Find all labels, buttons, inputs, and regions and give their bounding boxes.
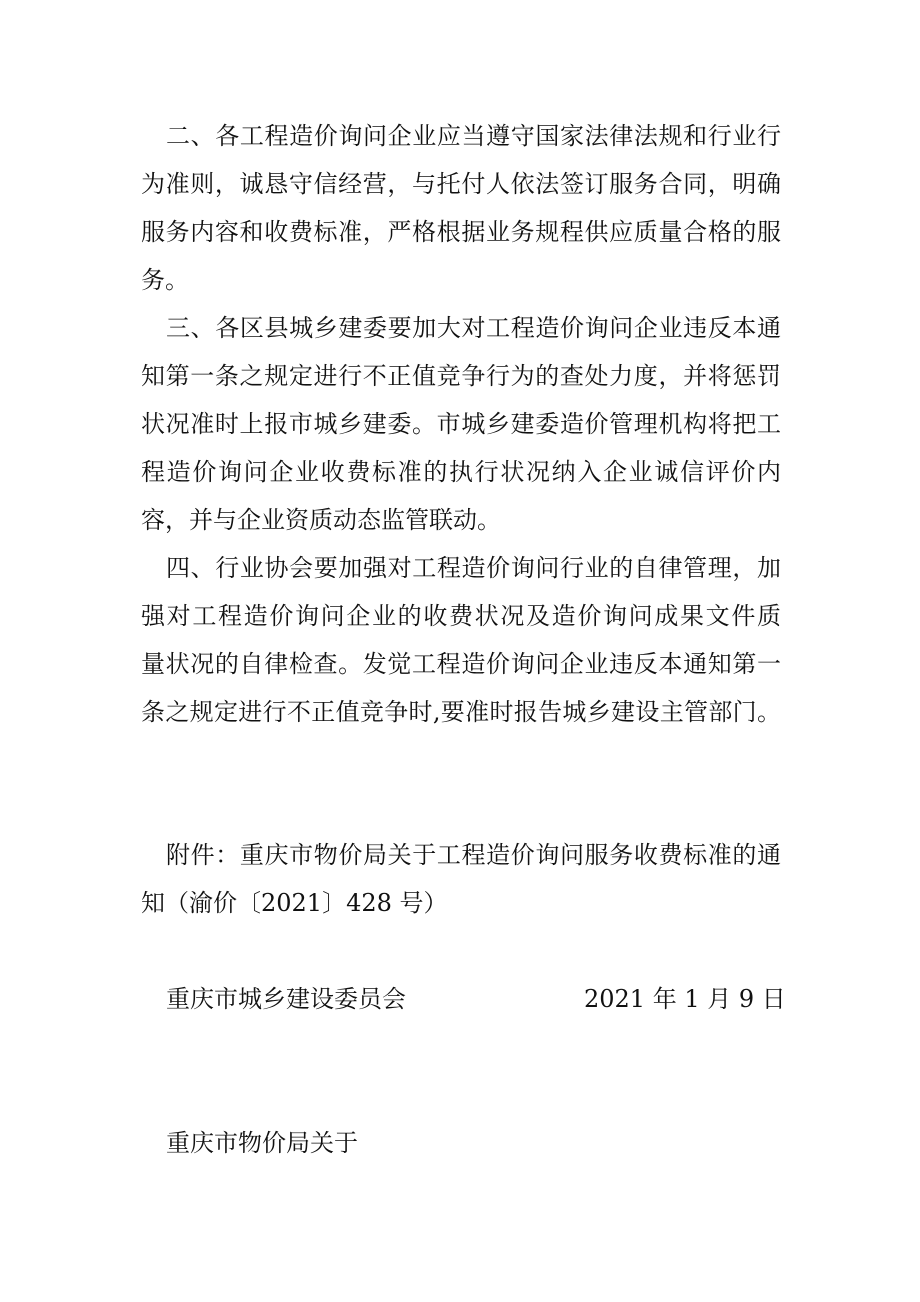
next-document-title: 重庆市物价局关于 <box>166 1129 358 1157</box>
paragraph-3-line-3: 状况准时上报市城乡建委。市城乡建委造价管理机构将把工 <box>141 410 781 438</box>
attachment-line-1: 附件：重庆市物价局关于工程造价询问服务收费标准的通 <box>166 841 781 869</box>
signature-date: 2021 年 1 月 9 日 <box>584 985 786 1013</box>
paragraph-2-line-1: 二、各工程造价询问企业应当遵守国家法律法规和行业行 <box>166 122 781 150</box>
paragraph-4-line-1: 四、行业协会要加强对工程造价询问行业的自律管理，加 <box>166 554 781 582</box>
paragraph-2-line-2: 为准则，诚恳守信经营，与托付人依法签订服务合同，明确 <box>141 170 781 198</box>
paragraph-3-line-4: 程造价询问企业收费标准的执行状况纳入企业诚信评价内 <box>141 458 781 486</box>
paragraph-4-line-4: 条之规定进行不正值竞争时,要准时报告城乡建设主管部门。 <box>141 698 781 726</box>
signature-organization: 重庆市城乡建设委员会 <box>166 985 406 1013</box>
paragraph-2-line-4: 务。 <box>141 266 189 294</box>
attachment-line-2: 知（渝价〔2021〕428 号） <box>141 889 448 917</box>
paragraph-2-line-3: 服务内容和收费标准，严格根据业务规程供应质量合格的服 <box>141 218 781 246</box>
paragraph-3-line-1: 三、各区县城乡建委要加大对工程造价询问企业违反本通 <box>166 314 781 342</box>
paragraph-3-line-5: 容，并与企业资质动态监管联动。 <box>141 506 501 534</box>
paragraph-4-line-2: 强对工程造价询问企业的收费状况及造价询问成果文件质 <box>141 602 781 630</box>
paragraph-3-line-2: 知第一条之规定进行不正值竞争行为的查处力度，并将惩罚 <box>141 362 781 390</box>
paragraph-4-line-3: 量状况的自律检查。发觉工程造价询问企业违反本通知第一 <box>141 650 781 678</box>
